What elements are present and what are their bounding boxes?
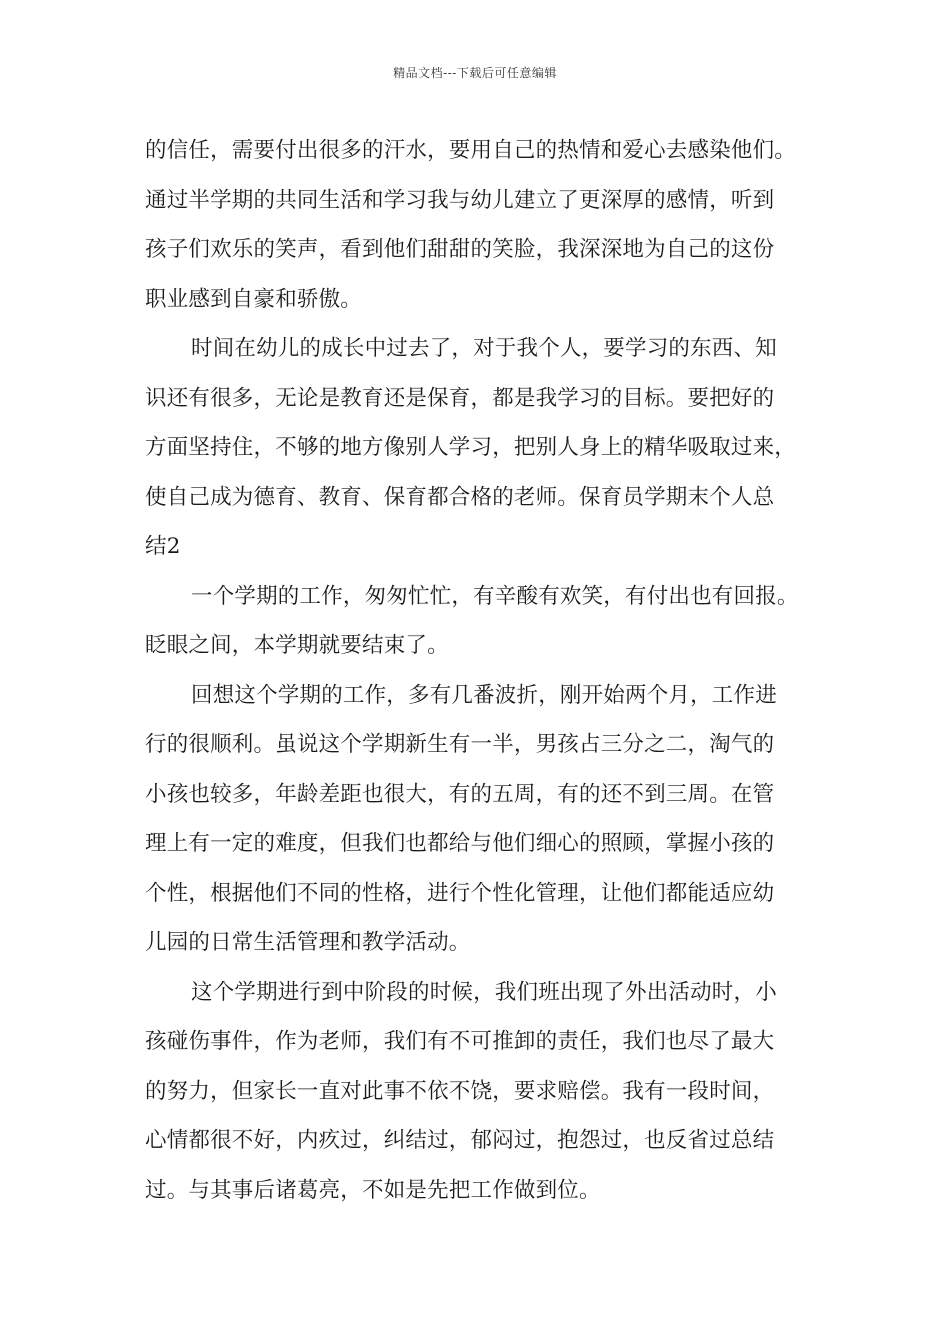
paragraph-start-line: 时间在幼儿的成长中过去了，对于我个人，要学习的东西、知 (191, 336, 777, 361)
text-line: 的努力，但家长一直对此事不依不饶，要求赔偿。我有一段时间， (145, 1078, 775, 1104)
text-line: 心情都很不好，内疚过，纠结过，郁闷过，抱怨过，也反省过总结 (145, 1128, 775, 1153)
text-line: 儿园的日常生活管理和教学活动。 (145, 930, 471, 955)
paragraph-start-line: 这个学期进行到中阶段的时候，我们班出现了外出活动时，小 (191, 979, 777, 1005)
text-line: 行的很顺利。虽说这个学期新生有一半，男孩占三分之二，淘气的 (145, 732, 775, 757)
text-line: 职业感到自豪和骄傲。 (145, 286, 363, 312)
text-line: 方面坚持住，不够的地方像别人学习，把别人身上的精华吸取过来， (145, 435, 797, 460)
paragraph-start-line: 一个学期的工作，匆匆忙忙，有辛酸有欢笑，有付出也有回报。 (191, 583, 799, 609)
text-line: 孩子们欢乐的笑声，看到他们甜甜的笑脸，我深深地为自己的这份 (145, 237, 775, 262)
text-line: 个性，根据他们不同的性格，进行个性化管理，让他们都能适应幼 (145, 880, 775, 906)
text-line: 过。与其事后诸葛亮，不如是先把工作做到位。 (145, 1177, 601, 1203)
text-line: 理上有一定的难度，但我们也都给与他们细心的照顾，掌握小孩的 (145, 831, 775, 856)
text-line: 使自己成为德育、教育、保育都合格的老师。保育员学期末个人总 (145, 484, 775, 510)
document-body (145, 126, 805, 1215)
text-line: 眨眼之间，本学期就要结束了。 (145, 633, 449, 658)
text-line: 通过半学期的共同生活和学习我与幼儿建立了更深厚的感情，听到 (145, 187, 775, 213)
text-line: 的信任，需要付出很多的汗水，要用自己的热情和爱心去感染他们。 (145, 138, 797, 163)
text-line: 孩碰伤事件，作为老师，我们有不可推卸的责任，我们也尽了最大 (145, 1029, 775, 1054)
text-line: 小孩也较多，年龄差距也很大，有的五周，有的还不到三周。在管 (145, 781, 775, 807)
page-header: 精品文档---下载后可任意编辑 (393, 66, 557, 80)
text-line: 识还有很多，无论是教育还是保育，都是我学习的目标。要把好的 (145, 385, 775, 411)
text-line: 结2 (145, 534, 181, 559)
paragraph-start-line: 回想这个学期的工作，多有几番波折，刚开始两个月，工作进 (191, 682, 777, 708)
